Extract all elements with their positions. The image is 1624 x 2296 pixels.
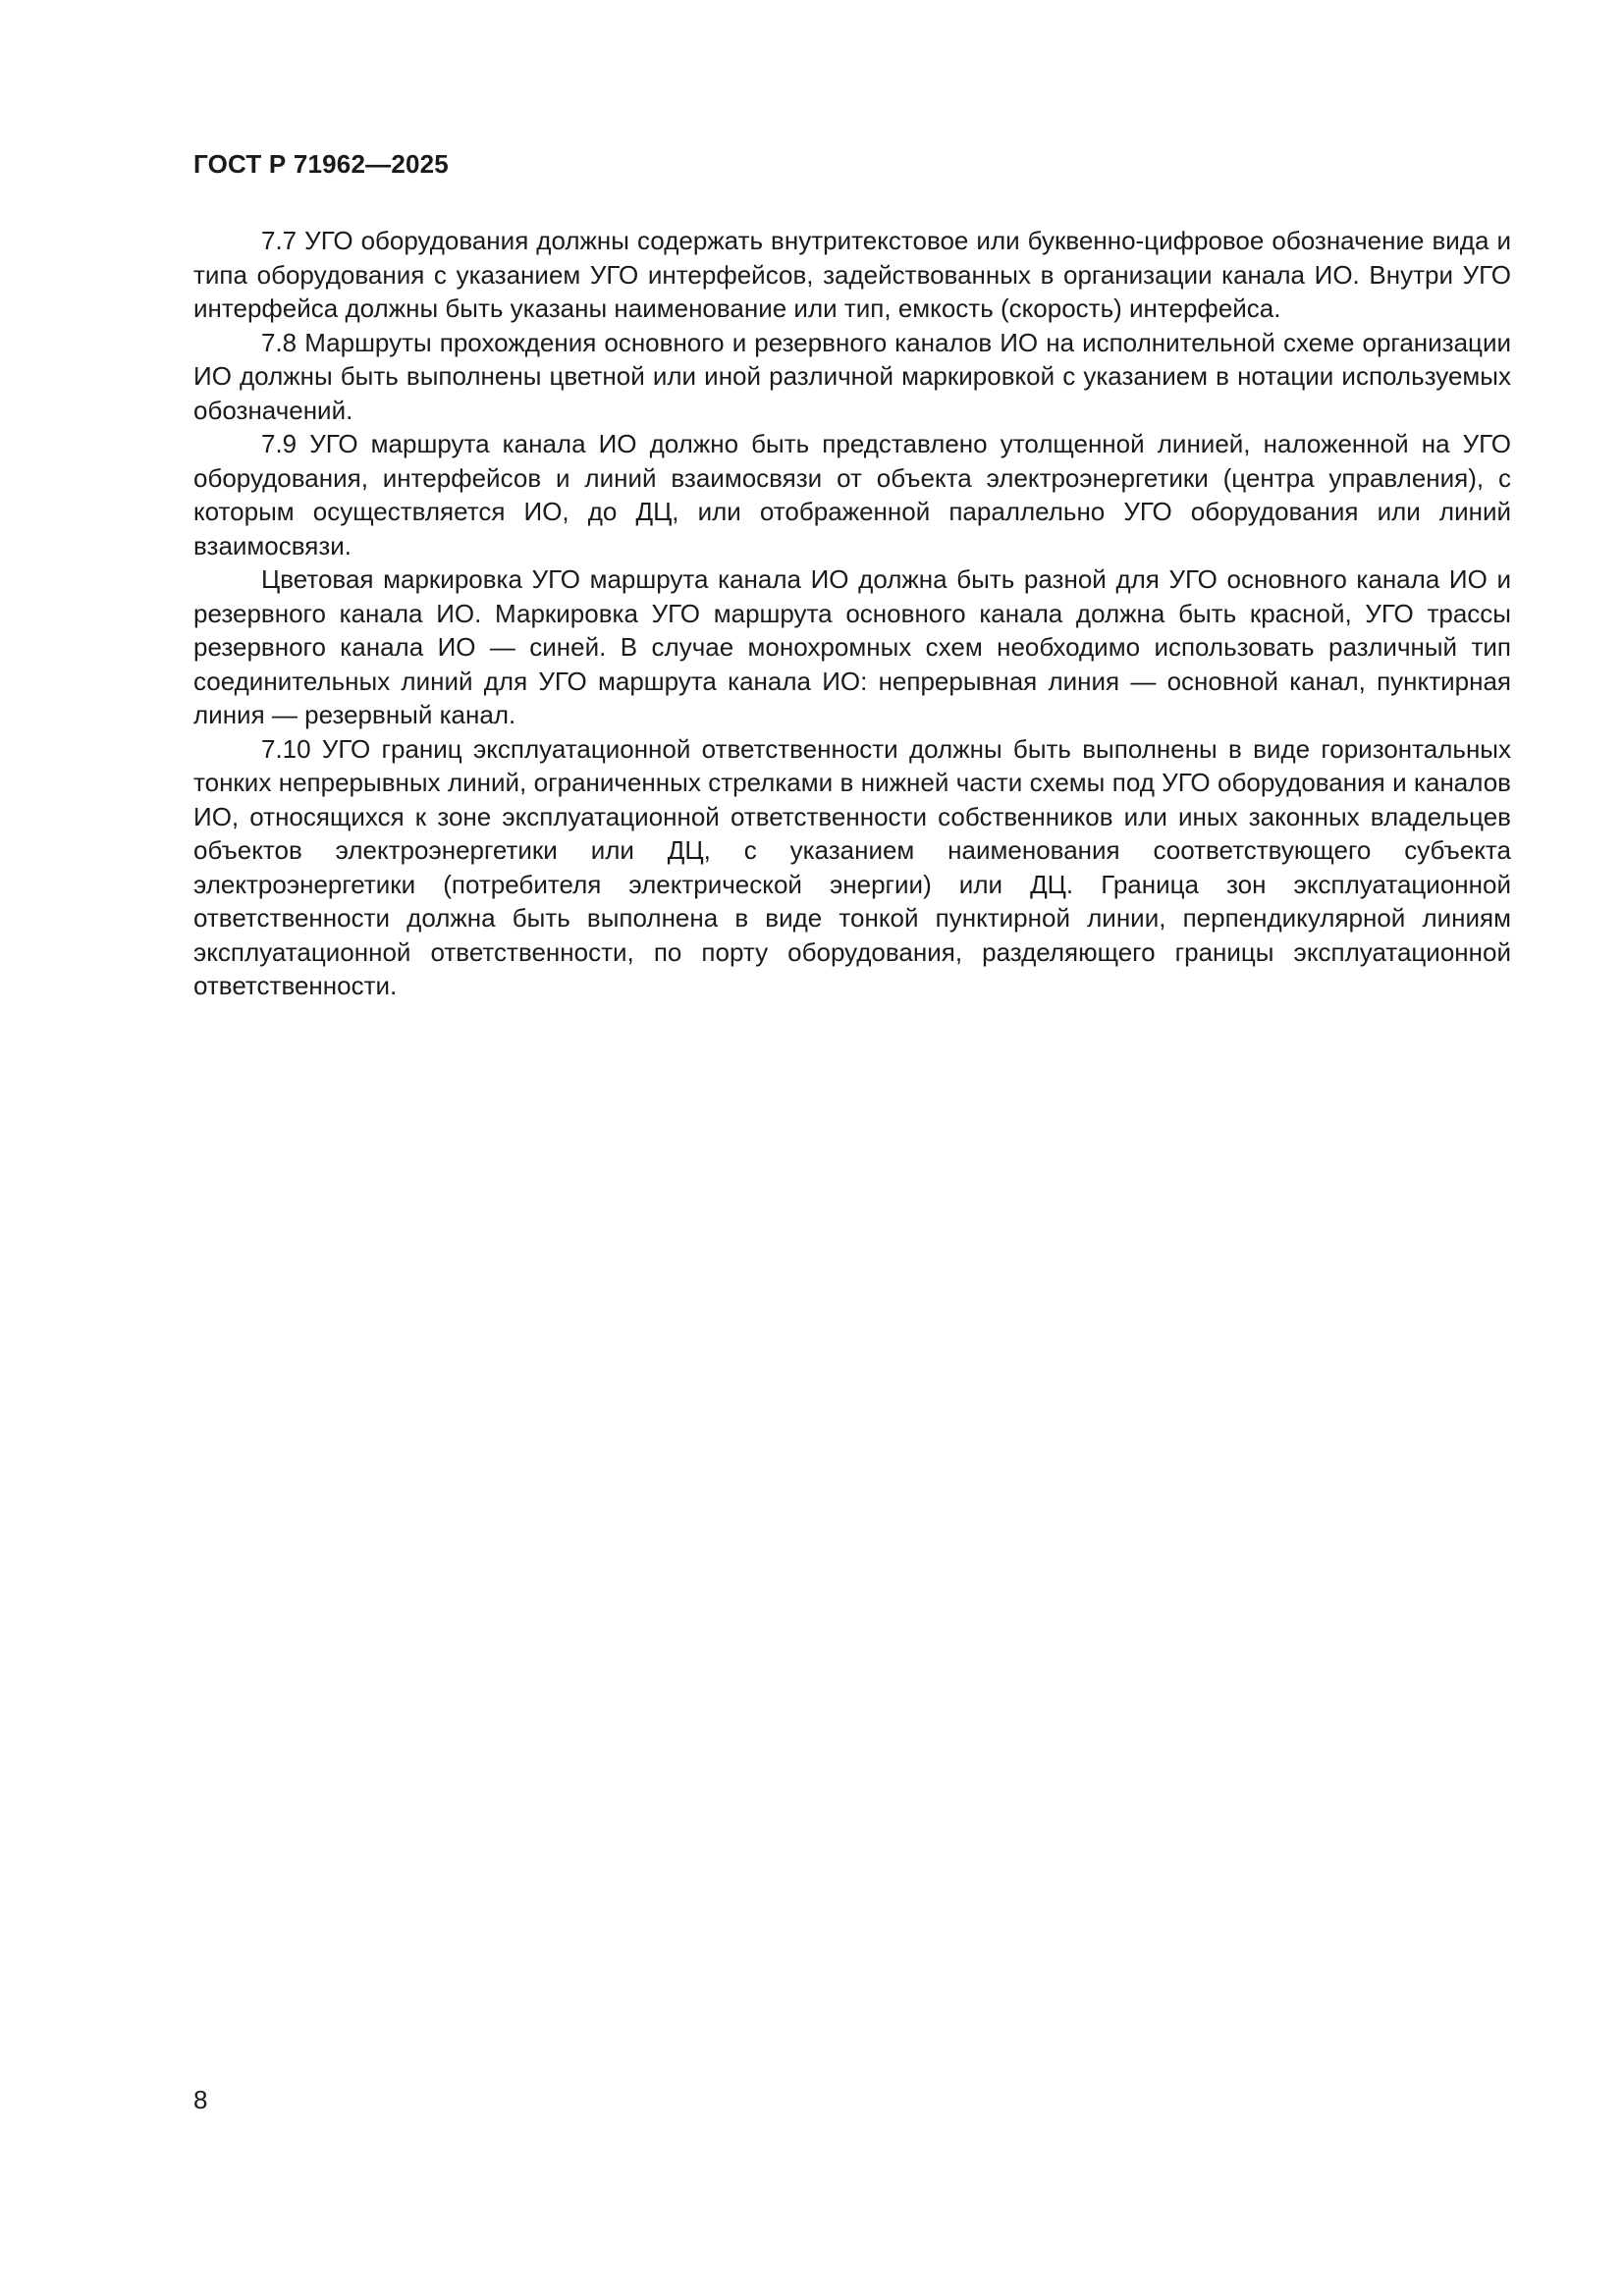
paragraph-7-8: 7.8 Маршруты прохождения основного и резервного каналов ИО на исполнительной схеме организации ИО должны быть выполнены цветной или иной различной маркировкой с указанием в нотации используемых обозначений. <box>193 327 1511 425</box>
paragraph-color-marking: Цветовая маркировка УГО маршрута канала ИО должна быть разной для УГО основного канала ИО и резервного канала ИО. Маркировка УГО маршрута основного канала должна быть красной, УГО трассы резервного канала ИО — синей. В случае монохромных схем необходимо использовать различный тип соединительных линий для УГО маршрута канала ИО: непрерывная линия — основной канал, пунктирная линия — резервный канал. <box>193 564 1511 729</box>
body-text <box>193 224 1511 1003</box>
document-header-code: ГОСТ Р 71962—2025 <box>193 149 449 179</box>
page-number: 8 <box>193 2085 208 2114</box>
paragraph-7-7: 7.7 УГО оборудования должны содержать внутритекстовое или буквенно-цифровое обозначение вида и типа оборудования с указанием УГО интерфейсов, задействованных в организации канала ИО. Внутри УГО интерфейса должны быть указаны наименование или тип, емкость (скорость) интерфейса. <box>193 226 1511 323</box>
paragraph-7-9: 7.9 УГО маршрута канала ИО должно быть представлено утолщенной линией, наложенной на УГО оборудования, интерфейсов и линий взаимосвязи от объекта электроэнергетики (центра управления), с которым осуществляется ИО, до ДЦ, или отображенной параллельно УГО оборудования или линий взаимосвязи. <box>193 429 1511 561</box>
paragraph-7-10: 7.10 УГО границ эксплуатационной ответственности должны быть выполнены в виде горизонтальных тонких непрерывных линий, ограниченных стрелками в нижней части схемы под УГО оборудования и каналов ИО, относящихся к зоне эксплуатационной ответственности собственников или иных законных владельцев объектов электроэнергетики или ДЦ, с указанием наименования соответствующего субъекта электроэнергетики (потребителя электрической энергии) или ДЦ. Граница зон эксплуатационной ответственности должна быть выполнена в виде тонкой пунктирной линии, перпендикулярной линиям эксплуатационной ответственности, по порту оборудования, разделяющего границы эксплуатационной ответственности. <box>193 733 1511 1000</box>
